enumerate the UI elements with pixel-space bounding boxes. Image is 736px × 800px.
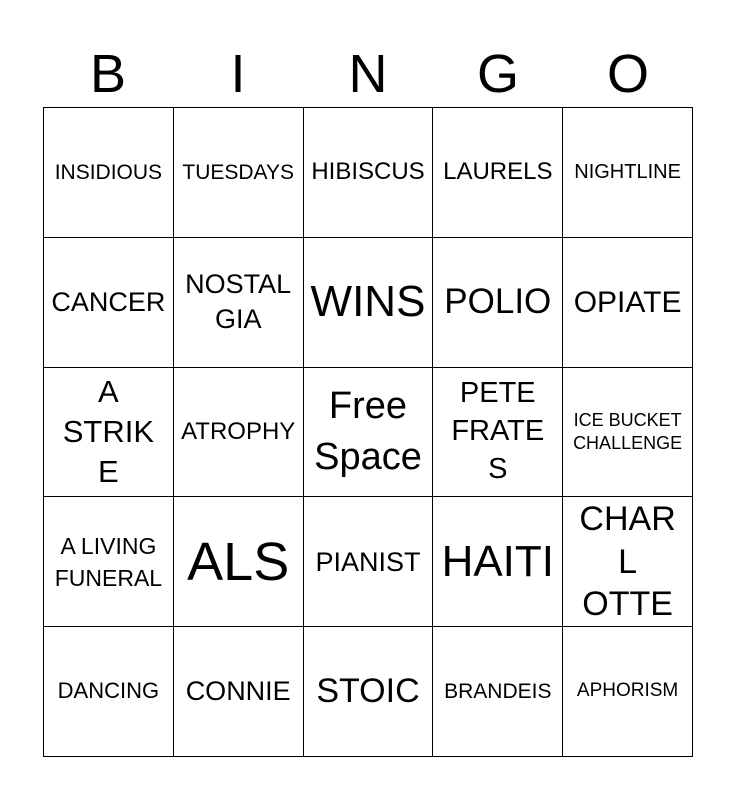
cell-text: POLIO <box>444 281 552 321</box>
bingo-cell[interactable] <box>433 238 563 368</box>
bingo-cell[interactable] <box>433 497 563 627</box>
cell-text: A STRIKE <box>62 373 155 490</box>
bingo-cell[interactable] <box>563 108 693 238</box>
cell-text: STOIC <box>316 671 420 710</box>
bingo-cell[interactable] <box>174 368 304 498</box>
cell-text: Free Space <box>314 384 422 478</box>
header-letter-g: G <box>476 44 519 104</box>
free-space-cell[interactable] <box>304 368 434 498</box>
bingo-cell[interactable] <box>304 627 434 757</box>
cell-text: APHORISM <box>576 680 679 702</box>
bingo-cell[interactable] <box>174 108 304 238</box>
cell-text: PIANIST <box>315 546 421 577</box>
cell-text: WINS <box>310 277 426 326</box>
bingo-cell[interactable] <box>433 368 563 498</box>
header-letter-i: I <box>230 44 246 104</box>
cell-text: PETE FRATES <box>451 377 545 485</box>
bingo-cell[interactable] <box>563 627 693 757</box>
cell-text: CHARL OTTE <box>579 500 676 624</box>
bingo-cell[interactable] <box>44 497 174 627</box>
cell-text: A LIVING FUNERAL <box>54 532 163 591</box>
bingo-cell[interactable] <box>304 238 434 368</box>
header-letter-b: B <box>89 44 127 104</box>
cell-text: HAITI <box>441 536 555 586</box>
cell-text: DANCING <box>57 678 160 704</box>
bingo-cell[interactable] <box>433 108 563 238</box>
bingo-cell[interactable] <box>563 238 693 368</box>
header-letter-n: N <box>348 44 388 104</box>
bingo-cell[interactable] <box>174 497 304 627</box>
header-letter-o: O <box>606 44 649 104</box>
cell-text: LAURELS <box>443 158 553 185</box>
cell-text: CANCER <box>51 287 166 317</box>
bingo-cell[interactable] <box>174 627 304 757</box>
bingo-cell[interactable] <box>174 238 304 368</box>
cell-text: BRANDEIS <box>444 680 552 703</box>
bingo-header <box>43 40 693 108</box>
bingo-cell[interactable] <box>44 368 174 498</box>
cell-text: ALS <box>187 531 290 592</box>
bingo-cell[interactable] <box>563 497 693 627</box>
cell-text: INSIDIOUS <box>54 160 163 184</box>
bingo-cell[interactable] <box>304 497 434 627</box>
bingo-cell[interactable] <box>433 627 563 757</box>
bingo-cell[interactable] <box>563 368 693 498</box>
bingo-cell[interactable] <box>44 238 174 368</box>
bingo-cell[interactable] <box>304 108 434 238</box>
cell-text: NOSTAL GIA <box>185 269 292 335</box>
cell-text: TUESDAYS <box>182 160 295 184</box>
bingo-cell[interactable] <box>44 108 174 238</box>
cell-text: ATROPHY <box>181 417 296 445</box>
bingo-grid <box>43 107 693 757</box>
cell-text: CONNIE <box>185 676 291 707</box>
bingo-cell[interactable] <box>44 627 174 757</box>
cell-text: ICE BUCKET CHALLENGE <box>573 409 683 453</box>
cell-text: NIGHTLINE <box>574 161 681 184</box>
cell-text: HIBISCUS <box>311 158 425 185</box>
cell-text: OPIATE <box>573 285 682 319</box>
